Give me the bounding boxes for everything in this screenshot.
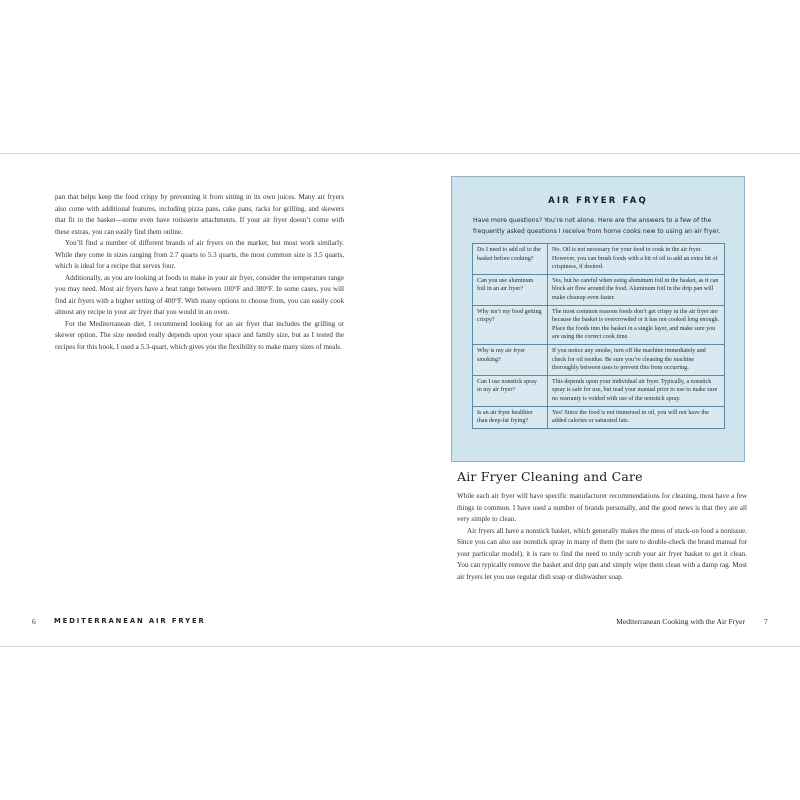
faq-row (473, 244, 725, 275)
faq-answer: No. Oil is not necessary for your food to cook in the air fryer. However, you can brush foods with a bit of oil to add an extra bit of crispiness, if desired. (548, 244, 725, 275)
faq-answer: Yes, but be careful when using aluminum foil in the basket, as it can block air flow around the food. Aluminum foil in the drip pan will make cleanup even faster. (548, 274, 725, 305)
faq-row (473, 305, 725, 344)
faq-question: Is an air fryer healthier than deep-fat frying? (473, 406, 548, 428)
faq-answer: If you notice any smoke, turn off the machine immediately and check for oil residue. Be sure you’re cleaning the machine thoroughly between uses to prevent this from occurring. (548, 344, 725, 375)
faq-question: Why is my air fryer smoking? (473, 344, 548, 375)
left-paragraph-4: For the Mediterranean diet, I recommend looking for an air fryer that includes the grilling or skewer option. The size needed really depends upon your space and family size, but as I tested the recipes for this book, I used a 5.3-quart, which gives you the flexibility to make many sizes of meals. (55, 319, 344, 351)
left-paragraph-1: pan that helps keep the food crispy by preventing it from sitting in its own juices. Many air fryers also come with additional features, including pizza pans, cake pans, racks for grilling, and skewers that fit in the basket—some even have rotisserie attachments. If your air fryer doesn’t come with these extras, you can easily find them online. (55, 193, 344, 236)
faq-question: Can you use aluminum foil in an air fryer? (473, 274, 548, 305)
faq-sidebar-box (451, 176, 745, 462)
faq-question: Can I use nonstick spray in my air fryer? (473, 375, 548, 406)
faq-row (473, 274, 725, 305)
right-paragraph-1: While each air fryer will have specific manufacturer recommendations for cleaning, most have a few things in common. I have used a number of brands personally, and the good news is that they are all very simple to clean. (457, 492, 747, 523)
faq-question: Do I need to add oil to the basket before cooking? (473, 244, 548, 275)
left-page-number: 6 (32, 617, 36, 626)
right-running-title: Mediterranean Cooking with the Air Fryer (616, 617, 745, 626)
faq-row (473, 406, 725, 428)
right-page-body (457, 491, 747, 583)
left-paragraph-2: You’ll find a number of different brands of air fryers on the market, but most work similarly. While they come in sizes ranging from 2.7 quarts to 5.3 quarts, the most common size is 3.5 quarts, which is ideal for a recipe that serves four. (55, 239, 344, 270)
faq-answer: Yes! Since the food is not immersed in oil, you will not have the added calories or saturated fats. (548, 406, 725, 428)
faq-title: AIR FRYER FAQ (548, 196, 648, 206)
right-paragraph-2: Air fryers all have a nonstick basket, which generally makes the mess of stuck-on food a nonissue. Since you can also use nonstick spray in many of them (be sure to double-check the brand manual for your particular model), it is rare to find the need to truly scrub your air fryer basket to get it clean. You can typically remove the basket and drip pan and simply wipe them clean with a damp rag. Most air fryers let you use regular dish soap or dishwasher soap. (457, 526, 747, 581)
faq-table (472, 243, 725, 429)
faq-answer: This depends upon your individual air fryer. Typically, a nonstick spray is safe for use, but read your manual prior to use to make sure no warranty is voided with use of the nonstick spray. (548, 375, 725, 406)
faq-row (473, 375, 725, 406)
faq-row (473, 344, 725, 375)
left-paragraph-3: Additionally, as you are looking at foods to make in your air fryer, consider the temperature range you may need. Most air fryers have a heat range between 100°F and 380°F. In some cases, you will find air fryers with a higher setting of 400°F. With many options to choose from, you can easily cook almost any recipe in your air fryer that you would in an oven. (55, 273, 344, 316)
left-running-title: MEDITERRANEAN AIR FRYER (54, 617, 206, 625)
faq-intro: Have more questions? You’re not alone. Here are the answers to a few of the frequently asked questions I receive from home cooks new to using an air fryer. (473, 217, 721, 235)
section-heading: Air Fryer Cleaning and Care (457, 469, 643, 484)
faq-answer: The most common reasons foods don’t get crispy in the air fryer are because the basket is overcrowded or it has not cooked long enough. Place the foods into the basket in a single layer, and make sure you are using the correct cook time. (548, 305, 725, 344)
right-page-number: 7 (764, 617, 768, 626)
left-page-body (55, 192, 344, 353)
faq-question: Why isn’t my food getting crispy? (473, 305, 548, 344)
